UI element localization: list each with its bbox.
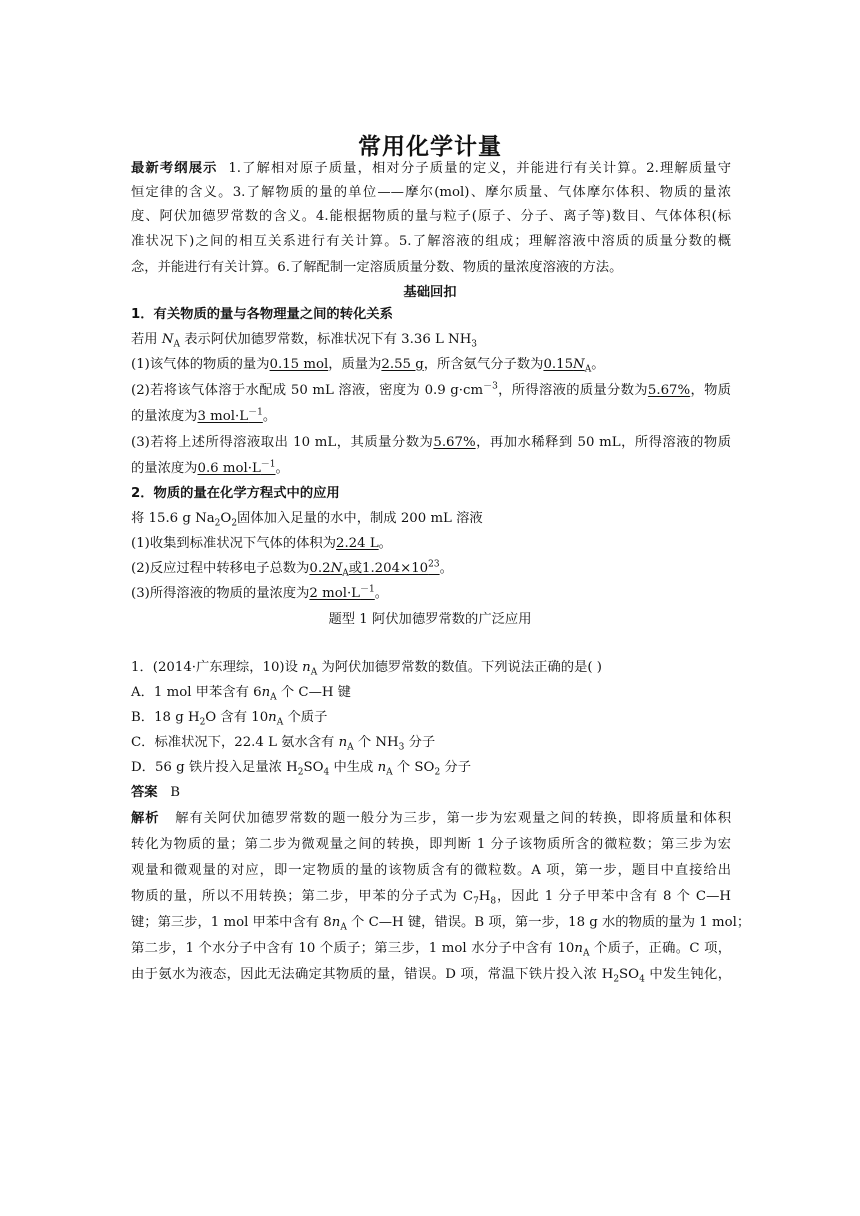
- ex1-stem: 1．(2014·广东理综，10)设 $n_A$ 为阿伏加德罗常数的数值。下列说法正确的是( ): [131, 660, 602, 678]
- q1-part-2-line-2: 的量浓度为3 $mol\cdot L^{-1}$。: [131, 407, 277, 424]
- outline-line-5: 念，并能进行有关计算。6.了解配制一定溶质质量分数、物质的量浓度溶液的方法。: [131, 260, 623, 275]
- q1-part-3-line-1: (3)若将上述所得溶液取出 10 mL，其质量分数为5.67%，再加水稀释到 50 mL，所得溶液的物质: [131, 435, 732, 450]
- answer-blank: 2.24 L: [336, 536, 379, 551]
- q2-part-3: (3)所得溶液的物质的量浓度为2 $mol\cdot L^{-1}$。: [131, 584, 389, 601]
- q2-part-2: (2)反应过程中转移电子总数为$0.2N_A$或$1.204\times 10^{23}$。: [131, 559, 453, 579]
- ex1-option-a: A．1 mol 甲苯含有 $6n_A$ 个 C—H 键: [131, 685, 351, 703]
- page-title: 常用化学计量: [358, 134, 502, 160]
- ex1-answer: [131, 784, 731, 802]
- q1-part-2-line-1: (2)若将该气体溶于水配成 50 mL 溶液，密度为 0.9 $g\cdot cm^{-3}$，所得溶液的质量分数为5.67%，物质: [131, 381, 732, 398]
- answer-blank: 3 $mol\cdot L^{-1}$: [197, 407, 263, 424]
- outline-line-1: [131, 160, 731, 178]
- q1-intro: 若用 $N_A$ 表示阿伏加德罗常数，标准状况下有 3.36 L $NH_3$: [131, 332, 478, 350]
- answer-blank: 2.55 g: [381, 357, 424, 372]
- analysis-line-3: 观量和微观量的对应，即一定物质的量的该物质含有的微粒数。A 项，第一步，题目中直接给出: [131, 863, 731, 878]
- analysis-label: 解析: [131, 811, 160, 826]
- outline-line-3: 度、阿伏加德罗常数的含义。4.能根据物质的量与粒子(原子、分子、离子等)数目、气体体积(标: [131, 209, 731, 224]
- ex1-option-b: B．18 g $H_2O$ 含有 $10n_A$ 个质子: [131, 710, 328, 728]
- q1-heading: 1．有关物质的量与各物理量之间的转化关系: [131, 307, 393, 322]
- analysis-line-6: 第二步，1 个水分子中含有 10 个质子；第三步，1 mol 水分子中含有 $10n_A$ 个质子，正确。C 项，: [131, 941, 731, 959]
- answer-label: 答案: [131, 785, 158, 800]
- answer-blank: 0.15 mol: [269, 357, 329, 372]
- section-heading-basic: 基础回扣: [403, 285, 457, 300]
- ex1-option-c: C．标准状况下，22.4 L 氨水含有 $n_A$ 个 $NH_3$ 分子: [131, 735, 436, 753]
- answer-blank: 5.67%: [433, 435, 476, 450]
- outline-line-4: 准状况下)之间的相互关系进行有关计算。5.了解溶液的组成；理解溶液中溶质的质量分数的概: [131, 234, 731, 249]
- analysis-line-7: 由于氨水为液态，因此无法确定其物质的量，错误。D 项，常温下铁片投入浓 $H_2SO_4$ 中发生钝化，: [131, 967, 731, 985]
- answer-blank: $0.15N_A$: [543, 357, 592, 375]
- answer-blank: $0.2N_A$或$1.204\times 10^{23}$: [309, 559, 440, 579]
- answer-blank: 5.67%: [647, 383, 691, 398]
- analysis-line-1: 解析 解有关阿伏加德罗常数的题一般分为三步，第一步为宏观量之间的转换，即将质量和体积: [131, 811, 732, 826]
- outline-label: 最新考纲展示: [131, 161, 218, 176]
- q2-intro: 将 15.6 g $Na_2O_2$固体加入足量的水中，制成 200 mL 溶液: [131, 511, 483, 529]
- q2-part-1: (1)收集到标准状况下气体的体积为2.24 L。: [131, 536, 392, 551]
- analysis-line-2: 转化为物质的量；第二步为微观量之间的转换，即判断 1 分子该物质所含的微粒数；第三步为宏: [131, 837, 731, 852]
- answer-blank: 2 $mol\cdot L^{-1}$: [309, 584, 375, 601]
- analysis-line-5: 键；第三步，1 mol 甲苯中含有 $8n_A$ 个 C—H 键，错误。B 项，第一步，18 g 水的物质的量为 1 mol；: [131, 915, 751, 933]
- outline-line-2: 恒定律的含义。3.了解物质的量的单位——摩尔(mol)、摩尔质量、气体摩尔体积、物质的量浓: [131, 185, 731, 200]
- answer-blank: 0.6 $mol\cdot L^{-1}$: [197, 459, 276, 476]
- q2-heading: 2．物质的量在化学方程式中的应用: [131, 486, 340, 501]
- outline-text-1: 1.了解相对原子质量，相对分子质量的定义，并能进行有关计算。2.理解质量守: [228, 161, 731, 176]
- topic-heading: 题型 1 阿伏加德罗常数的广泛应用: [328, 612, 532, 627]
- ex1-option-d: D．56 g 铁片投入足量浓 $H_2SO_4$ 中生成 $n_A$ 个 $SO_2$ 分子: [131, 760, 471, 778]
- q1-part-1: (1)该气体的物质的量为0.15 mol，质量为2.55 g，所含氨气分子数为$0.15N_A$。: [131, 357, 605, 375]
- q1-part-3-line-2: 的量浓度为0.6 $mol\cdot L^{-1}$。: [131, 459, 289, 476]
- answer-value: B: [170, 785, 181, 800]
- analysis-line-4: 物质的量，所以不用转换；第二步，甲苯的分子式为 $C_7H_8$，因此 1 分子甲苯中含有 8 个 C—H: [131, 889, 731, 907]
